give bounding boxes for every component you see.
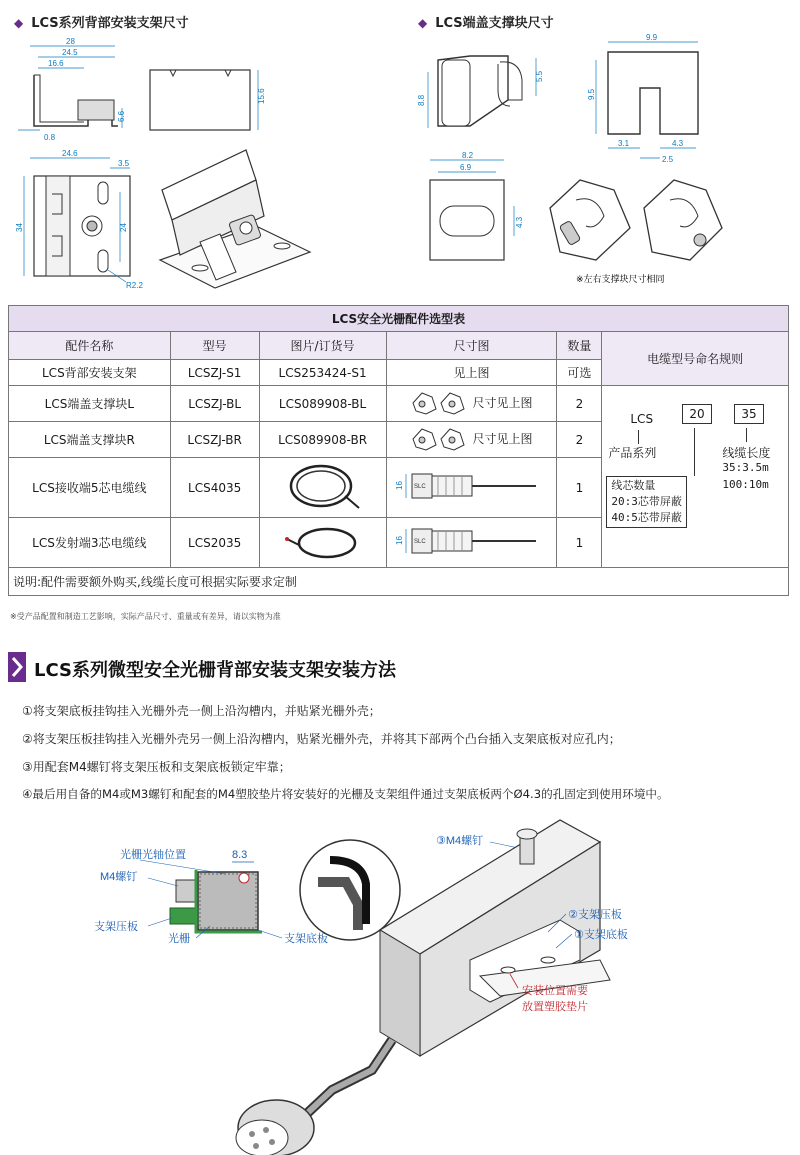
col-header: 型号 xyxy=(170,332,259,360)
table-row: LCS背部安装支架 LCSZJ-S1 LCS253424-S1 见上图 可选 xyxy=(9,360,789,386)
svg-text:②支架压板: ②支架压板 xyxy=(568,909,622,921)
svg-text:5.5: 5.5 xyxy=(535,70,544,82)
table-row: LCS端盖支撑块L LCSZJ-BL LCS089908-BL 尺寸见上图 2 LCS 20 35 产品系列 线缆长度 35:3.5m 100:10m 线芯数量 20:3芯带屏蔽 40:5芯带屏蔽 xyxy=(9,386,789,422)
svg-text:光栅: 光栅 xyxy=(168,933,190,945)
svg-text:安装位置需要: 安装位置需要 xyxy=(522,985,588,997)
svg-text:9.9: 9.9 xyxy=(646,33,658,42)
svg-text:6.9: 6.9 xyxy=(460,163,472,172)
svg-text:24.6: 24.6 xyxy=(62,149,78,158)
svg-text:4.3: 4.3 xyxy=(672,139,684,148)
col-header: 尺寸图 xyxy=(386,332,557,360)
table-footer-row: 说明:配件需要额外购买,线缆长度可根据实际要求定制 xyxy=(9,568,789,596)
naming-length-opt2: 100:10m xyxy=(722,477,769,491)
endcap-side-view xyxy=(417,56,544,128)
svg-text:6.6: 6.6 xyxy=(117,110,126,122)
col-header: 配件名称 xyxy=(9,332,171,360)
disclaimer: ※受产品配置和制造工艺影响，实际产品尺寸、重量或有差异，请以实物为准 xyxy=(10,612,281,621)
bracket-drawings xyxy=(0,30,400,292)
svg-text:支架底板: 支架底板 xyxy=(284,933,328,945)
svg-text:24.5: 24.5 xyxy=(62,48,78,57)
cable-coil-image xyxy=(283,519,363,563)
chevron-right-icon xyxy=(8,652,26,682)
svg-text:8.2: 8.2 xyxy=(462,151,474,160)
naming-length-label: 线缆长度 xyxy=(722,445,771,460)
svg-text:8.8: 8.8 xyxy=(417,94,426,106)
bracket-top-view xyxy=(15,149,143,290)
install-diagram xyxy=(0,820,800,1155)
naming-series-label: 产品系列 xyxy=(608,445,657,460)
svg-text:9.5: 9.5 xyxy=(587,88,596,100)
naming-core-box: 线芯数量 20:3芯带屏蔽 40:5芯带屏蔽 xyxy=(606,476,687,528)
endcap-note: ※左右支撑块尺寸相同 xyxy=(576,274,665,284)
svg-text:SLC: SLC xyxy=(414,539,427,545)
table-caption: LCS安全光栅配件选型表 xyxy=(9,306,789,332)
endcap-pair-icon xyxy=(410,389,468,415)
light-curtain-assembly xyxy=(236,820,628,1155)
endcap-pair-icon xyxy=(410,425,468,451)
naming-rule-cell xyxy=(602,386,789,568)
col-header-naming: 电缆型号命名规则 xyxy=(602,332,789,386)
svg-text:支架压板: 支架压板 xyxy=(94,921,138,933)
table-row: LCS发射端3芯电缆线 LCS2035 16 SLC 1 xyxy=(9,518,789,568)
diamond-icon: ◆ xyxy=(14,16,24,30)
svg-text:R2.2: R2.2 xyxy=(126,281,143,290)
endcap-section-title: ◆ LCS端盖支撑块尺寸 xyxy=(418,16,554,31)
svg-text:0.8: 0.8 xyxy=(44,133,56,142)
install-step: ①将支架底板挂钩挂入光栅外壳一侧上沿沟槽内，并贴紧光栅外壳； xyxy=(22,704,381,718)
svg-text:M4螺钉: M4螺钉 xyxy=(100,871,138,883)
naming-series: LCS xyxy=(630,411,654,426)
naming-rule-diagram xyxy=(602,392,788,562)
bracket-section-title: ◆ LCS系列背部安装支架尺寸 xyxy=(14,16,189,31)
svg-text:放置塑胶垫片: 放置塑胶垫片 xyxy=(522,1001,588,1013)
svg-text:15.6: 15.6 xyxy=(257,88,266,104)
svg-text:光栅光轴位置: 光栅光轴位置 xyxy=(120,849,186,861)
svg-text:③M4螺钉: ③M4螺钉 xyxy=(436,835,484,847)
diamond-icon: ◆ xyxy=(418,16,428,30)
endcap-front-view xyxy=(587,33,698,164)
install-step: ②将支架压板挂钩挂入光栅外壳另一侧上沿沟槽内，贴紧光栅外壳，并将其下部两个凸台插入支架底板对应孔内； xyxy=(22,732,621,746)
cable-connector-drawing xyxy=(396,464,546,508)
bracket-3d-view xyxy=(160,150,310,288)
endcap-3d-view xyxy=(550,180,722,260)
svg-text:16: 16 xyxy=(395,481,405,490)
install-step: ④最后用自备的M4或M3螺钉和配套的M4塑胶垫片将安装好的光栅及支架组件通过支架底板两个Ø4.3的孔固定到使用环境中。 xyxy=(22,787,669,801)
naming-core-code: 20 xyxy=(682,404,711,424)
col-header: 数量 xyxy=(557,332,602,360)
svg-text:8.3: 8.3 xyxy=(232,849,248,861)
svg-text:3.5: 3.5 xyxy=(118,159,130,168)
bracket-front-view xyxy=(150,70,266,130)
svg-text:SLC: SLC xyxy=(414,484,427,490)
naming-length-opt1: 35:3.5m xyxy=(722,460,769,474)
table-row: LCS接收端5芯电缆线 LCS4035 16 SLC 1 xyxy=(9,458,789,518)
svg-text:34: 34 xyxy=(15,223,24,232)
cable-coil-image xyxy=(283,460,363,512)
svg-text:2.5: 2.5 xyxy=(662,155,674,164)
accessory-selection-table xyxy=(8,305,789,596)
cross-section-view xyxy=(94,847,328,945)
svg-text:16: 16 xyxy=(395,536,405,545)
endcap-drawings xyxy=(400,30,800,292)
bracket-side-view xyxy=(18,37,126,142)
zoom-detail-circle xyxy=(300,840,400,940)
table-row: LCS端盖支撑块R LCSZJ-BR LCS089908-BR 尺寸见上图 2 xyxy=(9,422,789,458)
install-step: ③用配套M4螺钉将支架压板和支架底板锁定牢靠； xyxy=(22,760,291,774)
install-title: LCS系列微型安全光栅背部安装支架安装方法 xyxy=(34,660,396,681)
svg-text:16.6: 16.6 xyxy=(48,59,64,68)
naming-length-code: 35 xyxy=(734,404,763,424)
svg-text:28: 28 xyxy=(66,37,75,46)
svg-text:4.3: 4.3 xyxy=(515,216,524,228)
heading-marker xyxy=(8,652,26,682)
svg-text:3.1: 3.1 xyxy=(618,139,630,148)
col-header: 图片/订货号 xyxy=(259,332,386,360)
endcap-top-view xyxy=(430,151,524,260)
cable-connector-drawing xyxy=(396,519,546,563)
svg-text:24: 24 xyxy=(119,223,128,232)
svg-text:①支架底板: ①支架底板 xyxy=(574,929,628,941)
